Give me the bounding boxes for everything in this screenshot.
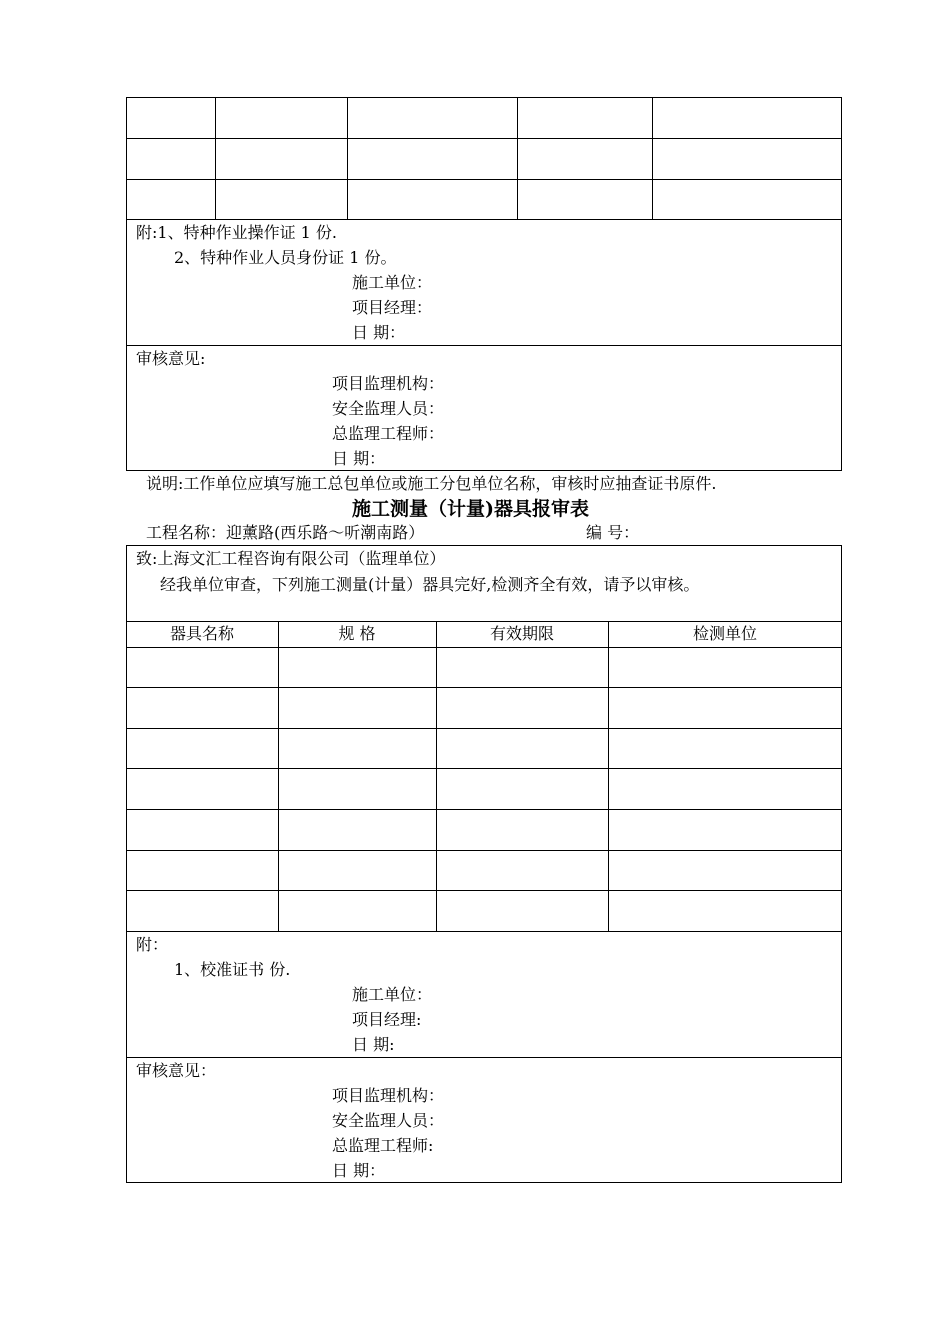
- form-title: 施工测量（计量)器具报审表: [352, 498, 589, 520]
- lower-row-line: [126, 728, 842, 729]
- column-header-validity: 有效期限: [489, 624, 554, 643]
- upper-review-date-label: 日 期：: [332, 449, 386, 468]
- lower-chief-sup-label: 总监理工程师:: [332, 1136, 434, 1155]
- lower-row-line: [126, 890, 842, 891]
- upper-row-line: [126, 138, 842, 139]
- column-header-name: 器具名称: [169, 624, 234, 643]
- number-label: 编 号：: [586, 523, 640, 542]
- lower-contractor-label: 施工单位：: [352, 985, 433, 1004]
- upper-col-line: [517, 97, 518, 219]
- lower-row-line: [126, 1057, 842, 1058]
- upper-attachment-2: 2、特种作业人员身份证 1 份。: [174, 248, 397, 267]
- upper-form-table: [126, 97, 842, 471]
- statement: 经我单位审查，下列施工测量(计量）器具完好,检测齐全有效，请予以审核。: [160, 575, 700, 594]
- lower-review-label: 审核意见：: [136, 1061, 217, 1080]
- upper-row-line: [126, 179, 842, 180]
- lower-row-line: [126, 809, 842, 810]
- lower-safety-sup-label: 安全监理人员：: [332, 1111, 445, 1130]
- lower-date-label: 日 期:: [352, 1035, 395, 1054]
- lower-col-line: [278, 621, 279, 931]
- upper-row-line: [126, 345, 842, 346]
- lower-row-line: [126, 931, 842, 932]
- project-name: 工程名称：迎薰路(西乐路～听潮南路）: [146, 523, 425, 542]
- upper-safety-sup-label: 安全监理人员：: [332, 399, 445, 418]
- lower-review-date-label: 日 期：: [332, 1161, 386, 1180]
- lower-row-line: [126, 687, 842, 688]
- upper-row-line: [126, 219, 842, 220]
- upper-col-line: [652, 97, 653, 219]
- upper-chief-sup-label: 总监理工程师：: [332, 424, 445, 443]
- lower-attachments-label: 附：: [136, 935, 169, 954]
- lower-col-line: [436, 621, 437, 931]
- upper-attachments-label: 附:1、特种作业操作证 1 份.: [136, 223, 338, 242]
- upper-review-label: 审核意见:: [136, 349, 206, 368]
- upper-sup-org-label: 项目监理机构：: [332, 374, 445, 393]
- column-header-test-unit: 检测单位: [692, 624, 757, 643]
- lower-pm-label: 项目经理:: [352, 1010, 422, 1029]
- note-text: 说明:工作单位应填写施工总包单位或施工分包单位名称，审核时应抽查证书原件.: [146, 474, 717, 493]
- column-header-spec: 规 格: [338, 624, 376, 643]
- upper-col-line: [215, 97, 216, 219]
- lower-col-line: [608, 621, 609, 931]
- lower-row-line: [126, 647, 842, 648]
- addressee: 致:上海文汇工程咨询有限公司（监理单位）: [136, 549, 446, 568]
- upper-date-label: 日 期：: [352, 323, 406, 342]
- lower-row-line: [126, 850, 842, 851]
- lower-attachment-1: 1、校准证书 份.: [174, 960, 291, 979]
- upper-col-line: [347, 97, 348, 219]
- lower-row-line: [126, 768, 842, 769]
- upper-pm-label: 项目经理：: [352, 298, 433, 317]
- upper-contractor-label: 施工单位：: [352, 273, 433, 292]
- lower-sup-org-label: 项目监理机构：: [332, 1086, 445, 1105]
